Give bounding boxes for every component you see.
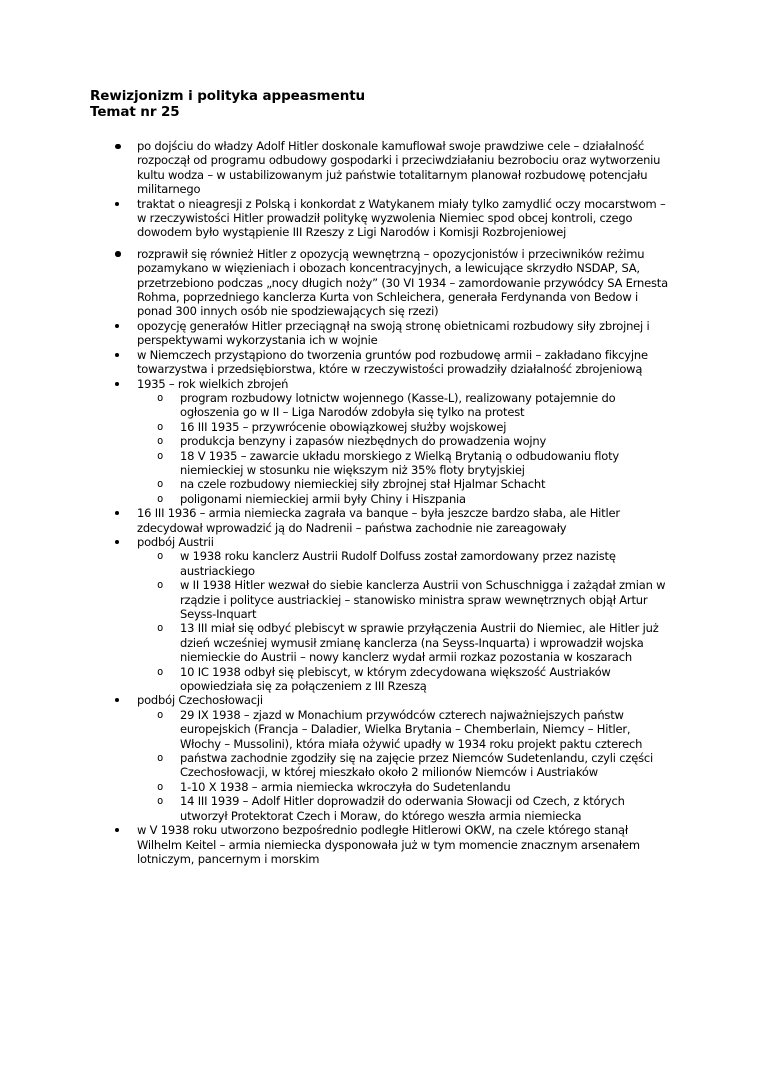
sub-bullet-item [90,449,668,478]
sub-bullet-icon: o [157,420,164,433]
sub-bullet-icon: o [157,795,164,808]
sub-bullet-text: 18 V 1935 – zawarcie układu morskiego z Wielką Brytanią o odbudowaniu floty niemieckiej w stosunku nie większym niż 35% floty brytyjskiej [180,448,620,477]
sub-bullet-icon: o [157,708,164,721]
bullet-icon [115,247,137,257]
bullet-item [90,535,668,549]
sub-bullet-icon: o [157,478,164,491]
sub-bullet-item [90,420,668,434]
sub-bullet-text: 16 III 1935 – przywrócenie obowiązkowej służby wojskowej [180,419,507,434]
bullet-text: 16 III 1936 – armia niemiecka zagrała va banque – była jeszcze bardzo słaba, ale Hitler zdecydował wprowadzić ją do Nadrenii – państwa zachodnie nie zareagowały [137,506,620,535]
sub-bullet-text: program rozbudowy lotnictw wojennego (Kasse-L), realizowany potajemnie do ogłoszenia go w II – Liga Narodów zdobyła się tylko na protest [180,390,616,420]
sub-bullet-icon: o [157,752,164,765]
sub-bullet-text: w II 1938 Hitler wezwał do siebie kanclerza Austrii von Schuschnigga i zażądał zmian w rządzie i polityce austriackiej – stanowisko ministra spraw wewnętrznych objął Artur Seyss-Inquart [180,578,666,621]
sub-bullet-item [90,794,668,823]
bullet-text: podbój Austrii [137,534,214,549]
bullet-text: opozycję generałów Hitler przeciągnął na swoją stronę obietnicami rozbudowy siły zbrojnej i perspektywami wykorzystania ich w wojnie [137,318,650,348]
bullet-icon [115,139,137,149]
bullet-icon [115,535,137,544]
sub-bullet-icon: o [157,550,164,563]
sub-bullet-item [90,751,668,780]
bullet-text: podbój Czechosłowacji [137,693,263,708]
sub-bullet-icon: o [157,492,164,505]
bullet-item [90,319,668,348]
bullet-item [90,693,668,707]
sub-bullet-text: poligonami niemieckiej armii były Chiny i Hiszpania [180,491,466,506]
sub-bullet-text: 1-10 X 1938 – armia niemiecka wkroczyła do Sudetenlandu [180,779,511,794]
bullet-text: traktat o nieagresji z Polską i konkordat z Watykanem miały tylko zamydlić oczy mocarstwom – w rzeczywistości Hitler prowadził politykę wyzwolenia Niemiec spod obcej kontroli, czego dowodem było wystąpienie III Rzeszy z Ligi Narodów i Komisji Rozbrojeniowej [137,196,666,240]
sub-bullet-text: na czele rozbudowy niemieckiej siły zbrojnej stał Hjalmar Schacht [180,477,546,492]
sub-bullet-text: produkcja benzyny i zapasów niezbędnych do prowadzenia wojny [180,434,547,449]
sub-bullet-icon: o [157,391,164,404]
sub-bullet-icon: o [157,449,164,462]
bullet-text: w Niemczech przystąpiono do tworzenia gruntów pod rozbudowę armii – zakładano fikcyjne towarzystwa i przedsiębiorstwa, które w rzeczywistości prowadziły działalność zbrojeniową [137,347,648,377]
sub-bullet-item [90,665,668,694]
sub-bullet-icon: o [157,780,164,793]
document-title: Rewizjonizm i polityka appeasmentu [90,88,366,104]
bullet-text: w V 1938 roku utworzono bezpośrednio podległe Hitlerowi OKW, na czele którego stanął Wilhelm Keitel – armia niemiecka dysponowała już w tym momencie znacznym arsenałem lotniczym, pancernym i morskim [137,823,640,866]
sub-bullet-item [90,434,668,448]
sub-bullet-item [90,780,668,794]
sub-bullet-item [90,477,668,491]
sub-bullet-text: 13 III miał się odbyć plebiscyt w sprawie przyłączenia Austrii do Niemiec, ale Hitler już dzień wcześniej wymusił zmianę kanclerza (na Seyss-Inquarta) i wprowadził wojska niemieckie do Austrii – nowy kanclerz wydał armii rozkaz pozostania w koszarach [180,621,659,665]
sub-bullet-item [90,578,668,621]
sub-bullet-item [90,492,668,506]
bullet-item [90,823,668,866]
bullet-item [90,247,668,319]
bullet-icon [115,506,137,515]
bullet-item [90,139,668,197]
bullet-icon [115,319,137,328]
bullet-item [90,197,668,240]
sub-bullet-item [90,621,668,664]
sub-bullet-text: 29 IX 1938 – zjazd w Monachium przywódców czterech najważniejszych państw europejskich (Francja – Daladier, Wielka Brytania – Chemberlain, Niemcy – Hitler, Włochy – Mussolini), która miała ożywić upadły w 1934 roku projekt paktu czterech [180,707,643,751]
sub-bullet-text: 10 IC 1938 odbył się plebiscyt, w którym zdecydowana większość Austriaków opowiedziała się za połączeniem z III Rzeszą [180,664,611,694]
sub-bullet-icon: o [157,579,164,592]
sub-bullet-icon: o [157,665,164,678]
sub-bullet-item [90,391,668,420]
bullet-text: rozprawił się również Hitler z opozycją wewnętrzną – opozycjonistów i przeciwników reżimu pozamykano w więzieniach i obozach koncentracyjnych, a lewicujące skrzydło NSDAP, SA, przetrzebiono podczas „nocy długich noży” (30 VI 1934 – zamordowanie przywódcy SA Ernesta Rohma, poprzedniego kanclerza Kurta von Schleichera, generała Ferdynanda von Bedow i ponad 300 innych osób nie spodziewających się rzezi) [137,246,668,319]
bullet-item [90,506,668,535]
bullet-icon [115,823,137,832]
sub-bullet-icon: o [157,622,164,635]
sub-bullet-item [90,708,668,751]
bullet-icon [115,197,137,206]
bullet-icon [115,348,137,357]
sub-bullet-icon: o [157,435,164,448]
sub-bullet-item [90,549,668,578]
bullet-list [90,139,668,866]
sub-bullet-text: 14 III 1939 – Adolf Hitler doprowadził do oderwania Słowacji od Czech, z których utworzył Protektorat Czech i Moraw, do którego weszła armia niemiecka [180,794,625,823]
bullet-icon [115,377,137,386]
bullet-text: 1935 – rok wielkich zbrojeń [137,376,289,391]
bullet-icon [115,693,137,702]
bullet-text: po dojściu do władzy Adolf Hitler doskonale kamuflował swoje prawdziwe cele – działalność rozpoczął od programu odbudowy gospodarki i przeciwdziałaniu bezrobociu oraz wytworzeniu kultu wodza – w ustabilizowanym już państwie totalitarnym planował rozbudowę potencjału militarnego [137,139,661,197]
sub-bullet-text: państwa zachodnie zgodziły się na zajęcie przez Niemców Sudetenlandu, czyli części Czechosłowacji, w której mieszkało około 2 milionów Niemców i Austriaków [180,751,653,780]
bullet-item [90,377,668,391]
document-subtitle: Temat nr 25 [90,103,180,120]
bullet-item [90,348,668,377]
sub-bullet-text: w 1938 roku kanclerz Austrii Rudolf Dolfuss został zamordowany przez nazistę austriackiego [180,549,616,578]
